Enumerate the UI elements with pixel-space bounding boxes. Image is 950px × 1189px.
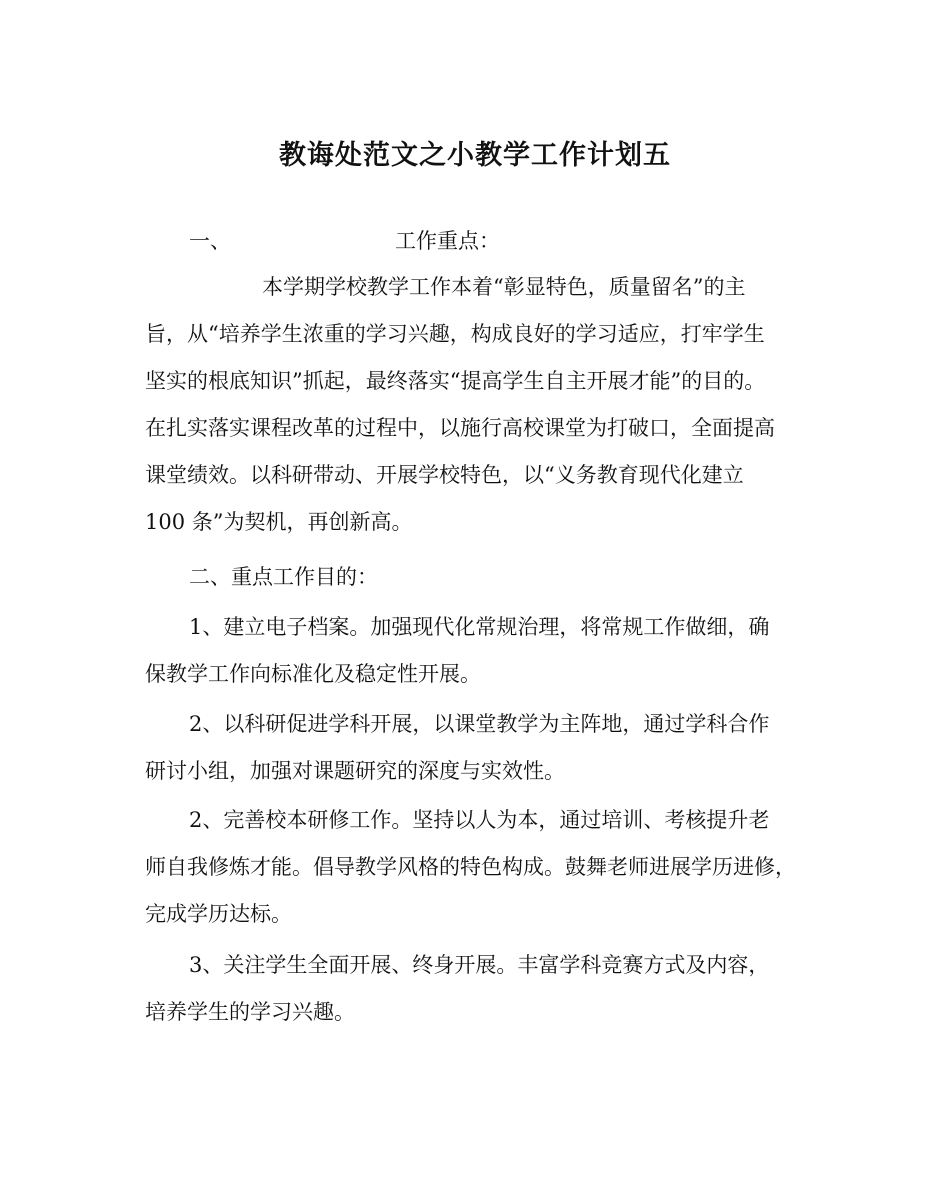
section2-heading: 二、重点工作目的：	[189, 565, 378, 589]
paragraph-line: 课堂绩效。以科研带动、开展学校特色，以“义务教育现代化建立	[145, 463, 744, 487]
item-line: 培养学生的学习兴趣。	[145, 1000, 355, 1024]
item-line: 师自我修炼才能。倡导教学风格的特色构成。鼓舞老师进展学历进修，	[145, 855, 796, 879]
paragraph-line: 本学期学校教学工作本着“彰显特色，质量留名”的主	[262, 275, 746, 299]
item-line: 3、关注学生全面开展、终身开展。丰富学科竞赛方式及内容，	[189, 953, 770, 977]
item-line: 保教学工作向标准化及稳定性开展。	[145, 662, 481, 686]
document-title: 教诲处范文之小教学工作计划五	[279, 140, 671, 171]
item-line: 2、完善校本研修工作。坚持以人为本，通过培训、考核提升老	[189, 808, 770, 832]
item-line: 完成学历达标。	[145, 902, 292, 926]
section1-number: 一、	[189, 229, 231, 253]
item-line: 1、建立电子档案。加强现代化常规治理，将常规工作做细，确	[189, 615, 770, 639]
paragraph-line: 100 条”为契机，再创新高。	[145, 510, 413, 534]
item-line: 2、以科研促进学科开展，以课堂教学为主阵地，通过学科合作	[189, 712, 770, 736]
paragraph-line: 坚实的根底知识”抓起，最终落实“提高学生自主开展才能”的目的。	[145, 369, 766, 393]
paragraph-line: 旨，从“培养学生浓重的学习兴趣，构成良好的学习适应，打牢学生	[145, 322, 765, 346]
paragraph-line: 在扎实落实课程改革的过程中，以施行高校课堂为打破口，全面提高	[145, 416, 775, 440]
section1-heading: 工作重点：	[395, 229, 500, 253]
item-line: 研讨小组，加强对课题研究的深度与实效性。	[145, 759, 565, 783]
